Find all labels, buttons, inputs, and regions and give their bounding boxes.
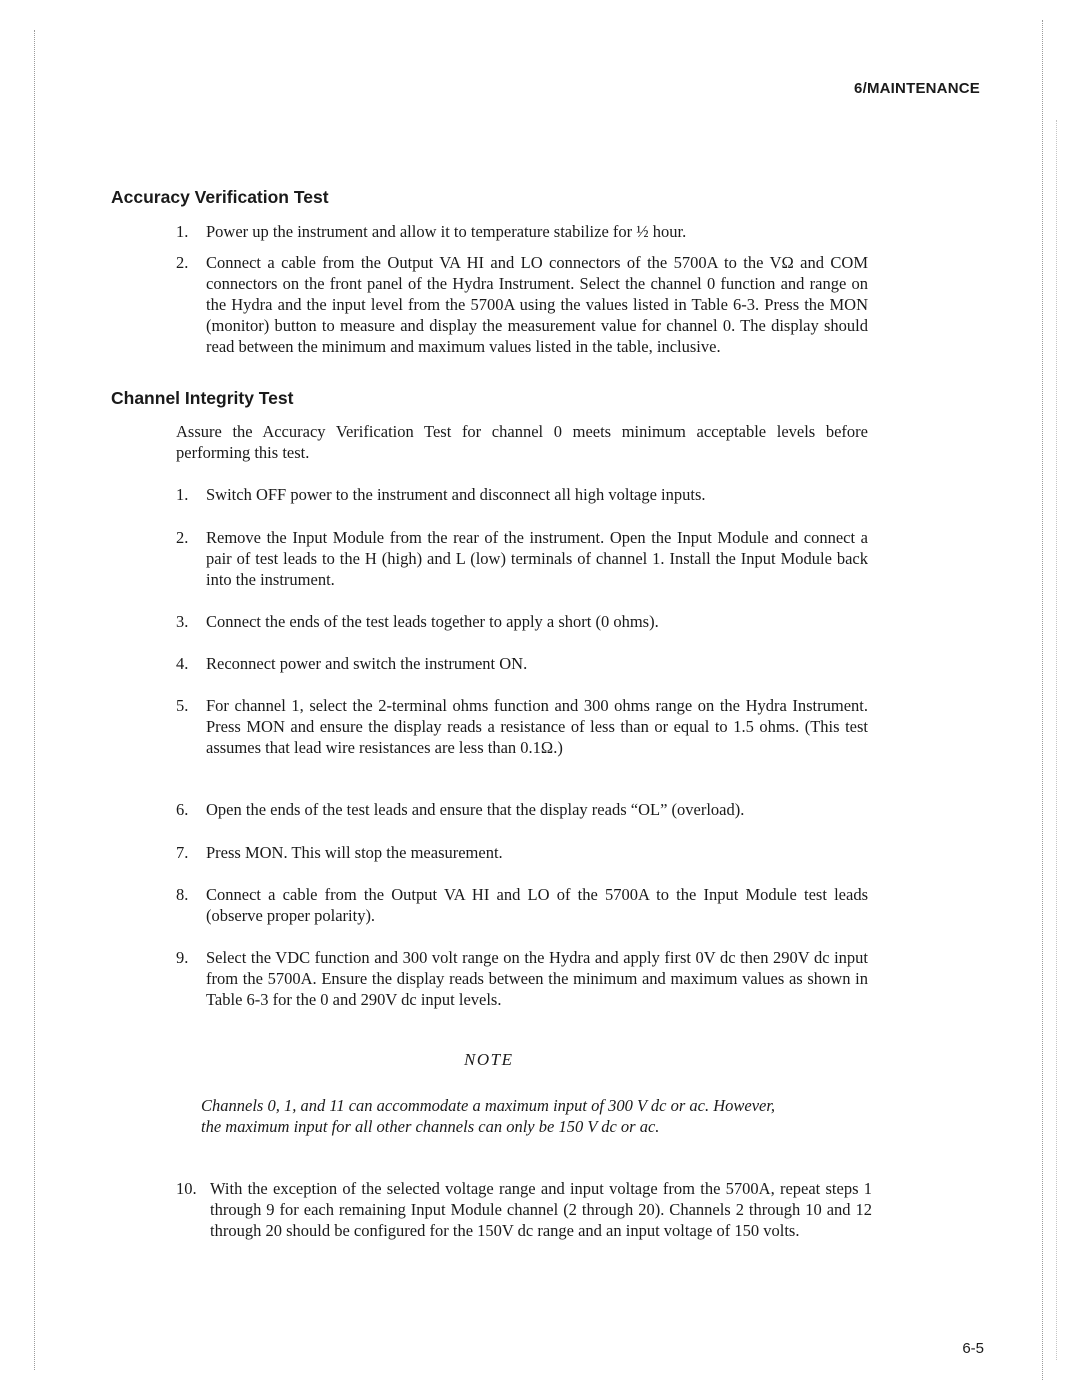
step-text: Open the ends of the test leads and ensure that the display reads “OL” (overload). (206, 800, 745, 819)
step-text: Power up the instrument and allow it to temperature stabilize for ½ hour. (206, 222, 687, 241)
note-title: NOTE (464, 1050, 514, 1069)
step-text: For channel 1, select the 2-terminal ohms function and 300 ohms range on the Hydra Instrument. Press MON and ensure the display reads a resistance of less than or equal to 1.5 ohms. (This test assumes that lead wire resistances are less than 0.1Ω.) (206, 696, 868, 757)
right-scan-edge-mark (1042, 20, 1043, 1380)
integrity-step-1 (176, 484, 868, 505)
step-text: Reconnect power and switch the instrument ON. (206, 654, 528, 673)
step-text: Connect a cable from the Output VA HI and LO connectors of the 5700A to the VΩ and COM connectors on the front panel of the Hydra Instrument. Select the channel 0 function and range on the Hydra and the input level from the 5700A using the values listed in Table 6-3. Press the MON (monitor) button to measure and display the measurement value for channel 0. The display should read between the minimum and maximum values listed in the table, inclusive. (206, 253, 868, 356)
running-head: 6/MAINTENANCE (854, 80, 980, 97)
step-number: 1. (176, 222, 189, 241)
step-number: 6. (176, 800, 189, 819)
step-text: Select the VDC function and 300 volt range on the Hydra and apply first 0V dc then 290V dc input from the 5700A. Ensure the display reads between the minimum and maximum values as shown in Table 6-3 for the 0 and 290V dc input levels. (206, 948, 868, 1009)
step-number: 1. (176, 485, 189, 504)
step-text: With the exception of the selected voltage range and input voltage from the 5700A, repeat steps 1 through 9 for each remaining Input Module channel (2 through 20). Channels 2 through 10 and 12 through 20 should be configured for the 150V dc range and an input voltage of 150 volts. (210, 1179, 872, 1240)
step-number: 2. (176, 253, 189, 272)
integrity-step-2 (176, 527, 868, 590)
accuracy-step-2 (176, 252, 868, 357)
accuracy-verification-heading: Accuracy Verification Test (111, 187, 329, 207)
page-number: 6-5 (962, 1340, 984, 1357)
step-text: Switch OFF power to the instrument and disconnect all high voltage inputs. (206, 485, 706, 504)
step-number: 4. (176, 654, 189, 673)
integrity-step-8 (176, 884, 868, 926)
step-number: 2. (176, 528, 189, 547)
step-number: 7. (176, 843, 189, 862)
integrity-step-7 (176, 842, 868, 863)
step-text: Remove the Input Module from the rear of the instrument. Open the Input Module and connect a pair of test leads to the H (high) and L (low) terminals of channel 1. Install the Input Module back into the instrument. (206, 528, 868, 589)
note-body: Channels 0, 1, and 11 can accommodate a maximum input of 300 V dc or ac. However, the maximum input for all other channels can only be 150 V dc or ac. (201, 1096, 776, 1136)
channel-integrity-heading: Channel Integrity Test (111, 388, 294, 408)
integrity-step-10 (176, 1178, 872, 1241)
left-scan-edge-mark (34, 30, 35, 1370)
step-number: 10. (176, 1179, 197, 1198)
accuracy-step-1 (176, 221, 868, 242)
step-number: 8. (176, 885, 189, 904)
right-scan-edge-mark-inner (1056, 120, 1057, 1360)
integrity-step-9 (176, 947, 868, 1010)
step-text: Press MON. This will stop the measurement. (206, 843, 503, 862)
channel-integrity-intro: Assure the Accuracy Verification Test for channel 0 meets minimum acceptable levels before performing this test. (176, 422, 868, 462)
step-number: 5. (176, 696, 189, 715)
step-text: Connect the ends of the test leads together to apply a short (0 ohms). (206, 612, 659, 631)
integrity-step-5 (176, 695, 868, 758)
integrity-step-3 (176, 611, 868, 632)
step-number: 9. (176, 948, 189, 967)
step-number: 3. (176, 612, 189, 631)
integrity-step-6 (176, 799, 868, 820)
integrity-step-4 (176, 653, 868, 674)
step-text: Connect a cable from the Output VA HI and LO of the 5700A to the Input Module test leads (observe proper polarity). (206, 885, 868, 925)
